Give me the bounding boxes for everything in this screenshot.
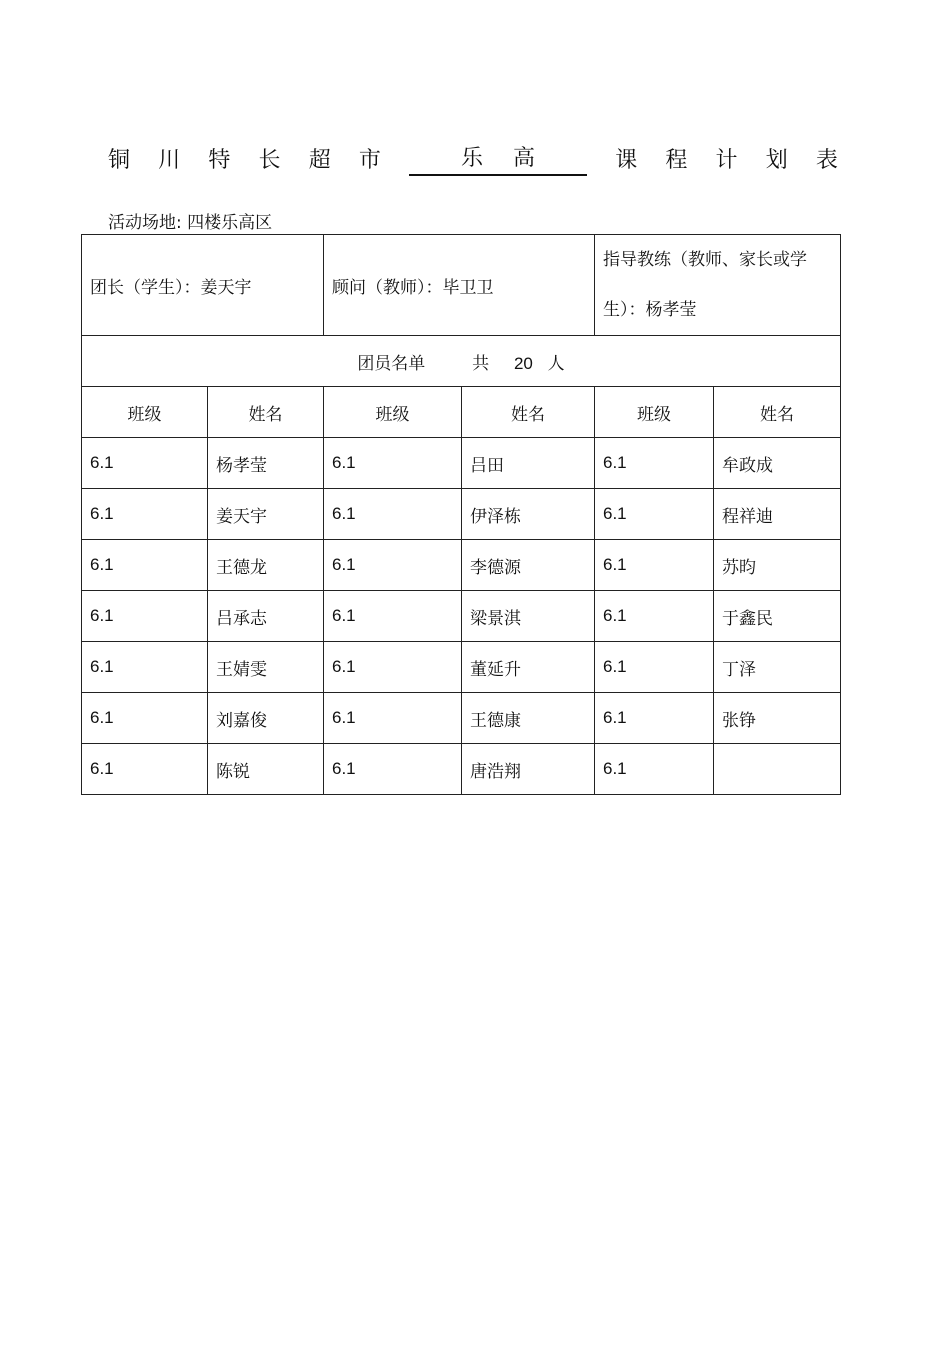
table-row: [82, 438, 841, 489]
advisor-cell: 顾问（教师）：毕卫卫: [324, 235, 595, 336]
class-cell: 6.1: [82, 438, 208, 489]
class-cell: 6.1: [324, 642, 462, 693]
table-row: [82, 591, 841, 642]
leader-cell: 团长（学生）：姜天宇: [82, 235, 324, 336]
class-cell: 6.1: [82, 591, 208, 642]
title-char: 超: [308, 147, 331, 173]
class-cell: 6.1: [595, 438, 714, 489]
title-char: 表: [815, 147, 838, 173]
name-cell: 杨孝莹: [208, 438, 324, 489]
class-cell: 6.1: [595, 591, 714, 642]
table-row: [82, 540, 841, 591]
name-cell: 伊泽栋: [462, 489, 595, 540]
name-cell: 姜天宇: [208, 489, 324, 540]
roster-total-suffix: 人: [547, 353, 565, 374]
title-char: 计: [715, 147, 738, 173]
column-header: 班级: [324, 387, 462, 438]
name-cell: 丁泽: [714, 642, 841, 693]
title-char: 程: [665, 147, 688, 173]
title-char: 市: [358, 147, 381, 173]
name-cell: [714, 744, 841, 795]
name-cell: 董延升: [462, 642, 595, 693]
class-cell: 6.1: [82, 744, 208, 795]
name-cell: 程祥迪: [714, 489, 841, 540]
name-cell: 梁景淇: [462, 591, 595, 642]
class-cell: 6.1: [82, 540, 208, 591]
class-cell: 6.1: [595, 693, 714, 744]
table-row: [82, 693, 841, 744]
course-name: 乐高: [409, 141, 587, 176]
page-title: [108, 140, 838, 176]
name-cell: 于鑫民: [714, 591, 841, 642]
table-row: [82, 489, 841, 540]
class-cell: 6.1: [595, 642, 714, 693]
name-cell: 王德龙: [208, 540, 324, 591]
coach-line: 指导教练（教师、家长或学: [603, 250, 807, 270]
column-header-row: [82, 387, 841, 438]
class-cell: 6.1: [82, 489, 208, 540]
title-char: 铜: [108, 147, 131, 173]
venue-label: 活动场地: 四楼乐高区: [108, 213, 273, 233]
info-row: [82, 235, 841, 336]
name-cell: 王婧雯: [208, 642, 324, 693]
class-cell: 6.1: [324, 744, 462, 795]
title-char: 长: [258, 147, 281, 173]
name-cell: 张铮: [714, 693, 841, 744]
class-cell: 6.1: [595, 540, 714, 591]
column-header: 姓名: [208, 387, 324, 438]
class-cell: 6.1: [595, 489, 714, 540]
name-cell: 牟政成: [714, 438, 841, 489]
class-cell: 6.1: [82, 642, 208, 693]
column-header: 姓名: [714, 387, 841, 438]
roster-total-prefix: 共: [472, 353, 490, 374]
name-cell: 吕田: [462, 438, 595, 489]
table-row: [82, 642, 841, 693]
name-cell: 陈锐: [208, 744, 324, 795]
class-cell: 6.1: [324, 693, 462, 744]
class-cell: 6.1: [324, 438, 462, 489]
name-cell: 王德康: [462, 693, 595, 744]
class-cell: 6.1: [324, 540, 462, 591]
roster-summary: [82, 336, 841, 387]
class-cell: 6.1: [324, 591, 462, 642]
column-header: 班级: [595, 387, 714, 438]
class-cell: 6.1: [324, 489, 462, 540]
roster-table: [81, 234, 841, 795]
title-char: 特: [208, 147, 231, 173]
name-cell: 苏昀: [714, 540, 841, 591]
member-rows: [82, 438, 841, 795]
roster-label: 团员名单: [357, 353, 426, 374]
name-cell: 吕承志: [208, 591, 324, 642]
coach-cell: [595, 235, 841, 336]
title-char: 课: [615, 147, 638, 173]
roster-header-row: [82, 336, 841, 387]
title-char: 川: [158, 147, 181, 173]
name-cell: 李德源: [462, 540, 595, 591]
coach-line: 生）：杨孝莹: [603, 300, 697, 320]
name-cell: 刘嘉俊: [208, 693, 324, 744]
class-cell: 6.1: [595, 744, 714, 795]
title-char: 划: [765, 147, 788, 173]
column-header: 姓名: [462, 387, 595, 438]
roster-total: 20: [513, 353, 533, 373]
table-row: [82, 744, 841, 795]
class-cell: 6.1: [82, 693, 208, 744]
name-cell: 唐浩翔: [462, 744, 595, 795]
column-header: 班级: [82, 387, 208, 438]
